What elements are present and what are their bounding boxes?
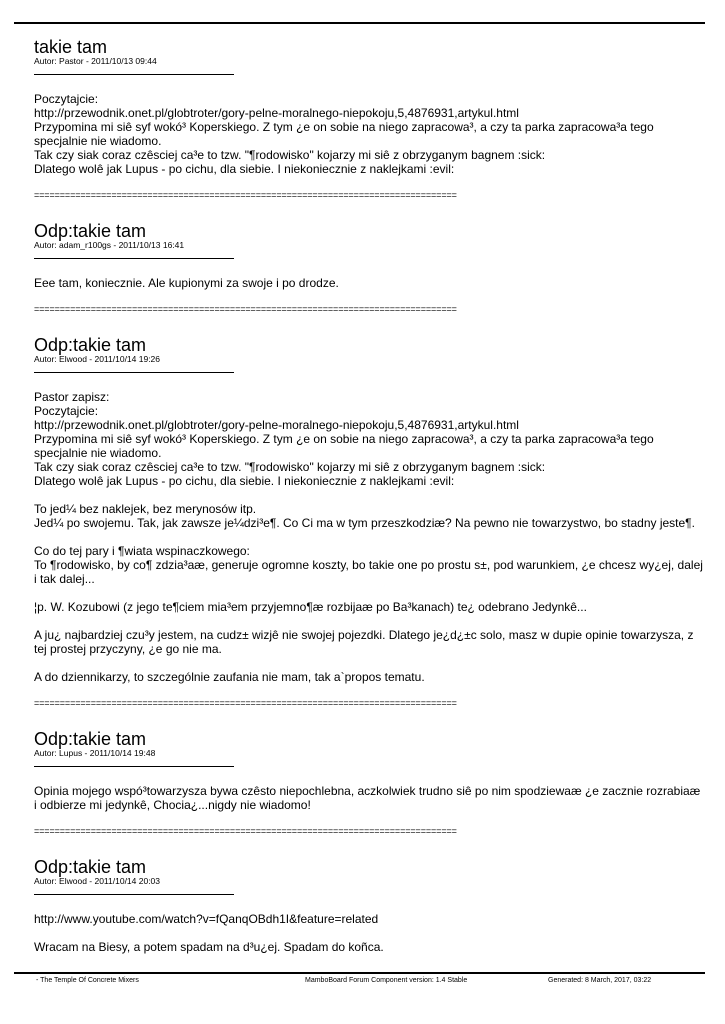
divider — [34, 766, 234, 767]
divider — [34, 894, 234, 895]
post-paragraph: ¦p. W. Kozubowi (z jego te¶ciem mia³em przyjemno¶æ rozbijaæ po Ba³kanach) te¿ odebrano Jedynkê... — [34, 600, 587, 614]
post-separator: ================================================================================== — [34, 190, 457, 200]
post-title: Odp:takie tam — [34, 857, 147, 877]
divider — [34, 372, 234, 373]
post-paragraph: Poczytajcie: http://przewodnik.onet.pl/globtroter/gory-pelne-moralnego-niepokoju,5,4876931,artykul.html Przypomina mi siê syf wokó³ Koperskiego. Z tym ¿e on sobie na niego zapracowa³, a czy ta parka zapracowa³a tego specjalnie nie wiadomo. Tak czy siak coraz czêsciej ca³e to tzw. "¶rodowisko" kojarzy mi siê z obrzyganym bagnem :sick: Dlatego wolê jak Lupus - po cichu, dla siebie. I niekoniecznie z naklejkami :evil: — [34, 92, 654, 176]
post-paragraph: Co do tej pary i ¶wiata wspinaczkowego: To ¶rodowisko, by co¶ zdzia³aæ, generuje ogromne koszty, bo takie one po prostu s±, pod warunkiem, ¿e chcesz wy¿ej, dalej i tak dalej... — [34, 544, 703, 586]
post-paragraph: Eee tam, koniecznie. Ale kupionymi za swoje i po drodze. — [34, 276, 339, 290]
forum-post — [34, 336, 706, 708]
post-paragraph: A do dziennikarzy, to szczególnie zaufania nie mam, tak a`propos tematu. — [34, 670, 425, 684]
post-paragraph: Wracam na Biesy, a potem spadam na d³u¿ej. Spadam do koñca. — [34, 940, 384, 954]
post-separator: ================================================================================== — [34, 826, 457, 836]
footer-component-version: MamboBoard Forum Component version: 1.4 Stable — [305, 977, 468, 984]
post-meta: Autor: Lupus - 2011/10/14 19:48 — [34, 748, 156, 758]
post-link[interactable]: http://www.youtube.com/watch?v=fQanqOBdh1I&feature=related — [34, 912, 379, 926]
forum-post — [34, 222, 706, 314]
post-paragraph: Opinia mojego wspó³towarzysza bywa czêsto niepochlebna, aczkolwiek trudno siê po nim spodziewaæ ¿e zacznie rozrabiaæ i odbierze mi jedynkê, Chocia¿...nigdy nie wiadomo! — [34, 784, 704, 812]
post-title: Odp:takie tam — [34, 335, 147, 355]
post-meta: Autor: adam_r100gs - 2011/10/13 16:41 — [34, 240, 185, 250]
post-meta: Autor: Pastor - 2011/10/13 09:44 — [34, 56, 157, 66]
footer-site-name: - The Temple Of Concrete Mixers — [36, 977, 139, 984]
post-paragraph: Pastor zapisz: Poczytajcie: http://przewodnik.onet.pl/globtroter/gory-pelne-moralnego-niepokoju,5,4876931,artykul.html Przypomina mi siê syf wokó³ Koperskiego. Z tym ¿e on sobie na niego zapracowa³, a czy ta parka zapracowa³a tego specjalnie nie wiadomo. Tak czy siak coraz czêsciej ca³e to tzw. "¶rodowisko" kojarzy mi siê z obrzyganym bagnem :sick: Dlatego wolê jak Lupus - po cichu, dla siebie. I niekoniecznie z naklejkami :evil: — [34, 390, 654, 488]
post-separator: ================================================================================== — [34, 304, 457, 314]
forum-post — [34, 858, 706, 954]
post-meta: Autor: Elwood - 2011/10/14 20:03 — [34, 876, 161, 886]
post-paragraph: A ju¿ najbardziej czu³y jestem, na cudz± wizjê nie swojej pojezdki. Dlatego je¿d¿±c solo, masz w dupie opinie towarzysza, z tej prostej przyczyny, ¿e go nie ma. — [34, 628, 697, 656]
post-meta: Autor: Elwood - 2011/10/14 19:26 — [34, 354, 161, 364]
forum-post — [34, 38, 706, 200]
top-rule — [14, 22, 705, 24]
post-title: Odp:takie tam — [34, 729, 147, 749]
forum-post — [34, 730, 706, 836]
post-separator: ================================================================================== — [34, 698, 457, 708]
post-list — [34, 38, 706, 976]
divider — [34, 258, 234, 259]
post-paragraph: To jed¼ bez naklejek, bez merynosów itp. Jed¼ po swojemu. Tak, jak zawsze je¼dzi³e¶. Co Ci ma w tym przeszkodziæ? Na pewno nie towarzystwo, bo stadny jeste¶. — [34, 502, 695, 530]
post-title: Odp:takie tam — [34, 221, 147, 241]
footer-generated-date: Generated: 8 March, 2017, 03:22 — [548, 977, 652, 984]
footer-rule — [14, 972, 705, 974]
post-title: takie tam — [34, 37, 108, 57]
divider — [34, 74, 234, 75]
